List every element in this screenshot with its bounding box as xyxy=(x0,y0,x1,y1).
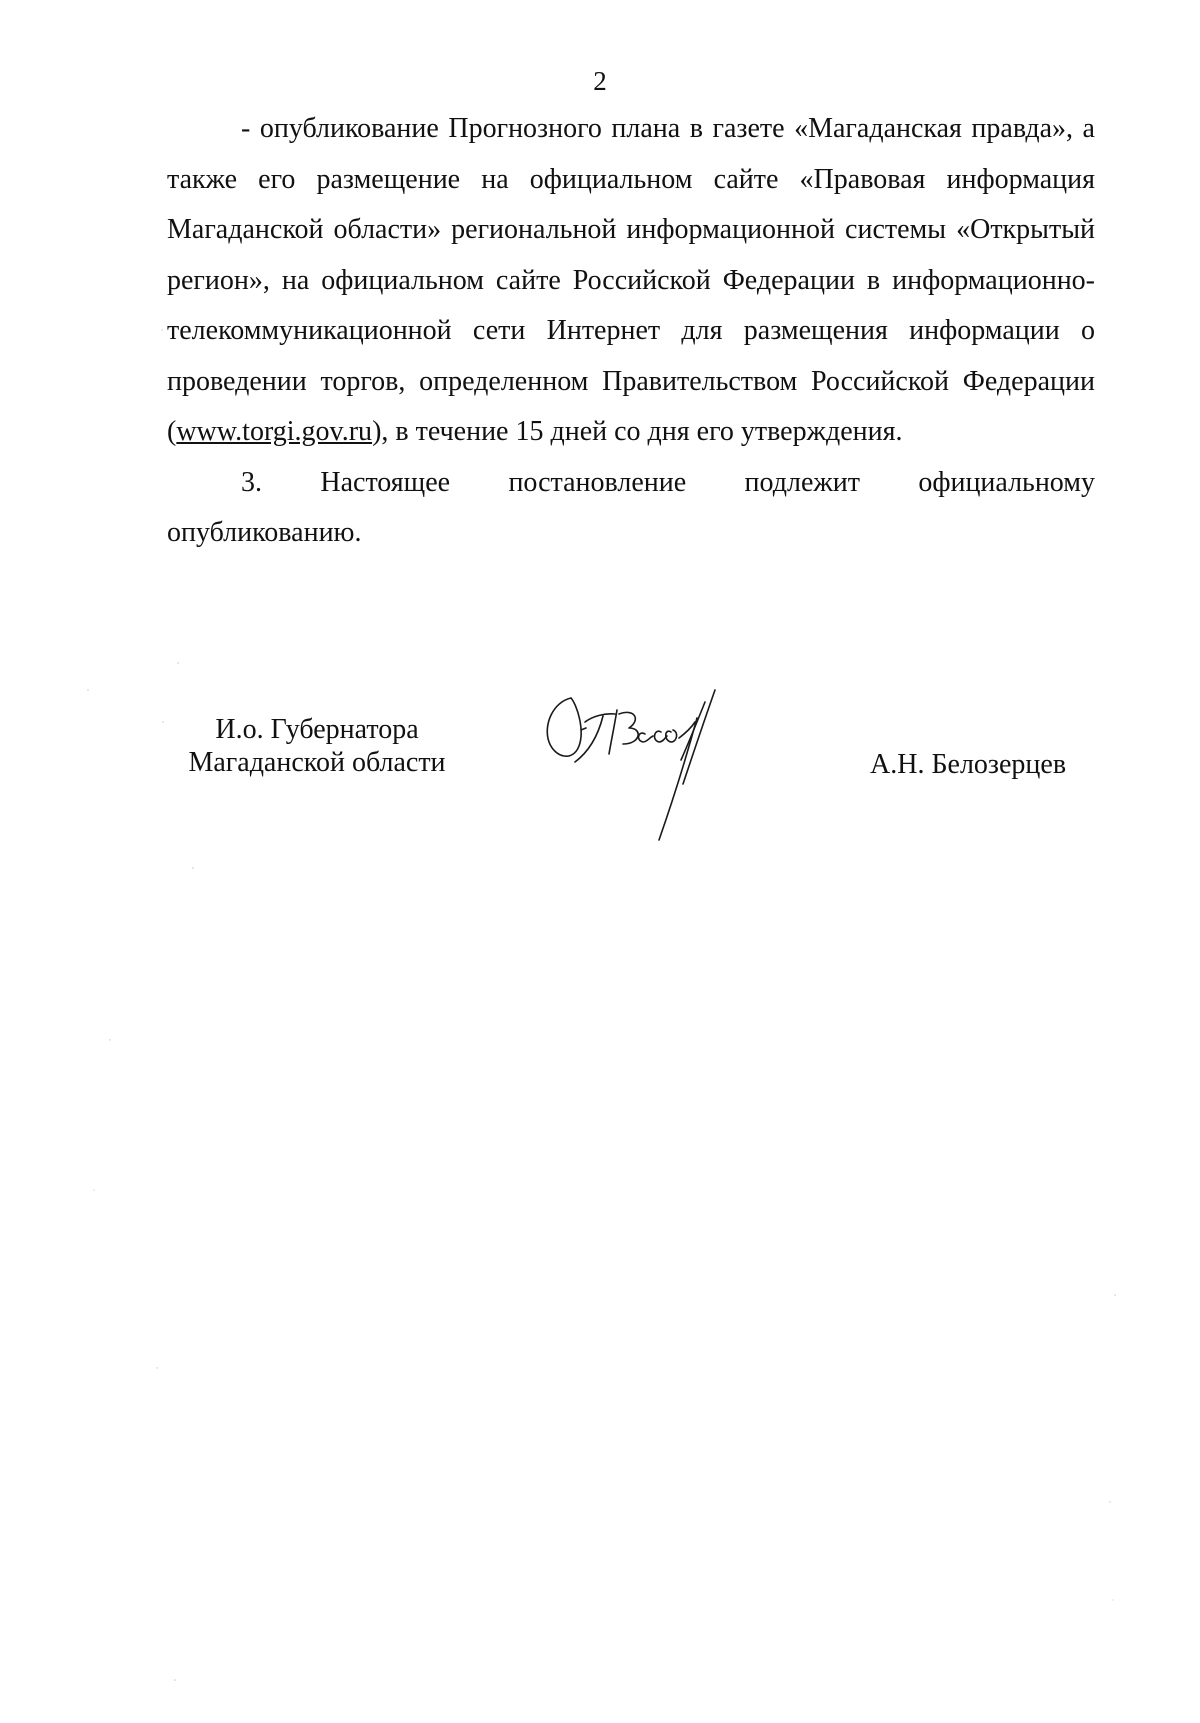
paragraph-3-first-line: 3. Настоящее постановление подлежит официальному xyxy=(241,466,1095,498)
torgi-link[interactable]: www.torgi.gov.ru xyxy=(176,416,373,447)
page-number: 2 xyxy=(593,66,607,96)
paragraph-publication-text-start: - опубликование Прогнозного плана в газете «Магаданская правда», а также его размещение на официальном сайте «Правовая информация Магаданской области» региональной информационной системы «Открытый регион», на официальном сайте Российской Федерации в информационно-телекоммуникационной сети Интернет для размещения информации о проведении торгов, определенном Правительством Российской Федерации ( xyxy=(167,113,1095,447)
paragraph-publication-text-end: ), в течение 15 дней со дня его утверждения. xyxy=(372,416,903,447)
signatory-name: А.Н. Белозерцев xyxy=(870,749,1067,780)
handwritten-signature-icon xyxy=(535,680,795,860)
paragraph-publication xyxy=(167,104,1095,458)
signatory-position xyxy=(167,713,467,779)
signatory-position-line2: Магаданской области xyxy=(188,747,446,778)
document-body xyxy=(167,104,1095,559)
paragraph-3-second-line: опубликованию. xyxy=(167,517,362,548)
signatory-position-line1: И.о. Губернатора xyxy=(215,714,419,745)
